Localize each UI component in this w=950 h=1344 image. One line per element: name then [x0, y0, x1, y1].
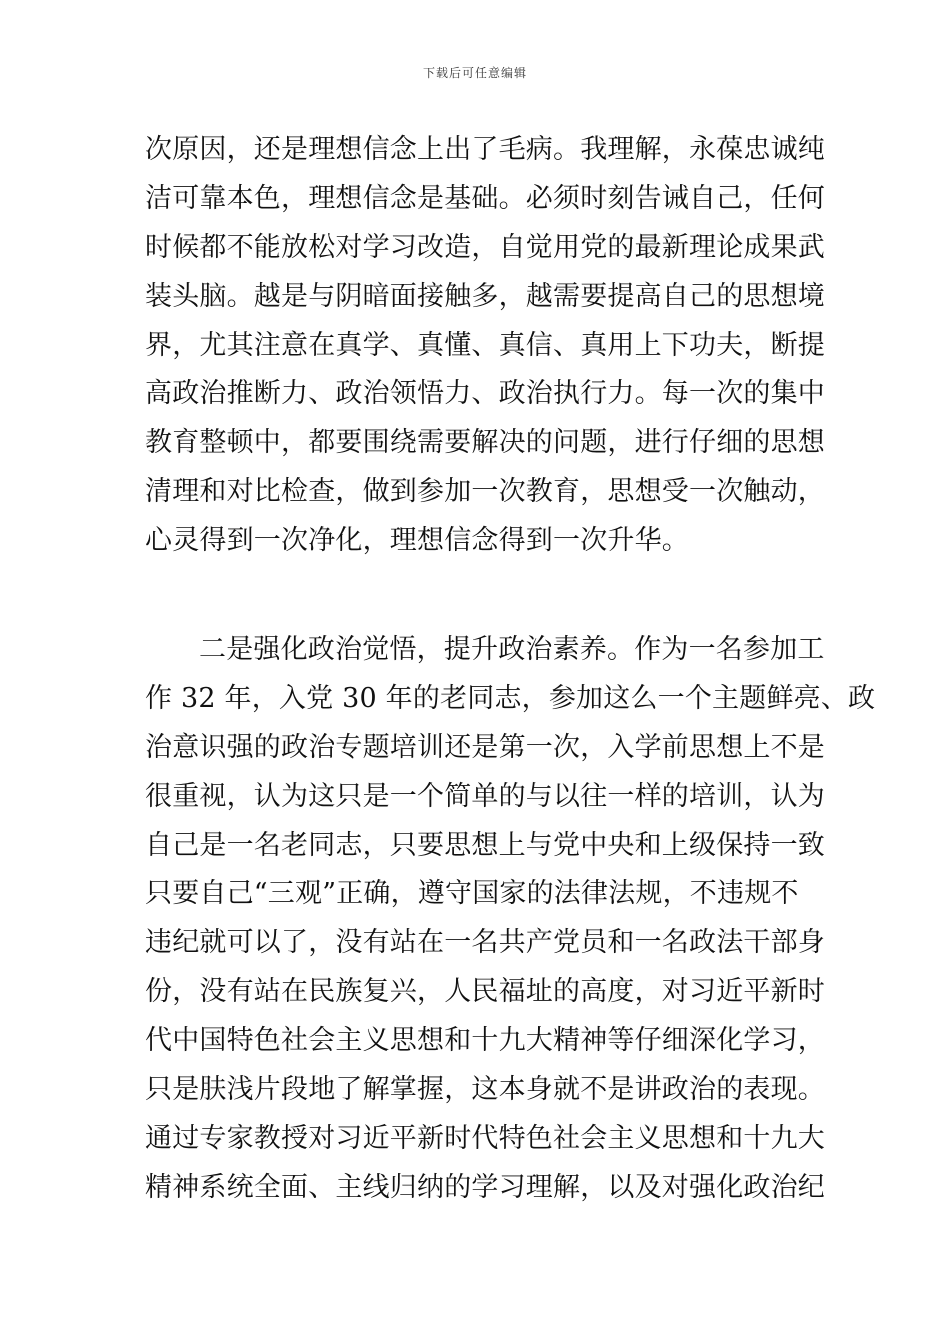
text-line: 作 32 年，入党 30 年的老同志，参加这么一个主题鲜亮、政	[145, 682, 876, 714]
text-line: 装头脑。越是与阴暗面接触多，越需要提高自己的思想境	[145, 280, 825, 312]
text-line: 违纪就可以了，没有站在一名共产党员和一名政法干部身	[145, 927, 825, 959]
text-line: 精神系统全面、主线归纳的学习理解，以及对强化政治纪	[145, 1171, 825, 1203]
paragraph-2	[145, 626, 876, 1213]
text-line: 通过专家教授对习近平新时代特色社会主义思想和十九大	[145, 1122, 825, 1154]
text-line: 代中国特色社会主义思想和十九大精神等仔细深化学习，	[145, 1025, 825, 1057]
text-line: 治意识强的政治专题培训还是第一次，入学前思想上不是	[145, 731, 825, 763]
paragraph-1	[145, 126, 825, 566]
text-line-first: 二是强化政治觉悟，提升政治素养。作为一名参加工	[199, 634, 825, 665]
text-line: 只要自己“三观”正确，遵守国家的法律法规，不违规不	[145, 878, 799, 910]
text-line: 清理和对比检查，做到参加一次教育，思想受一次触动，	[145, 476, 825, 508]
text-line: 高政治推断力、政治领悟力、政治执行力。每一次的集中	[145, 378, 825, 410]
text-line: 很重视，认为这只是一个简单的与以往一样的培训，认为	[145, 780, 825, 812]
text-line: 自己是一名老同志，只要思想上与党中央和上级保持一致	[145, 829, 825, 861]
text-line: 时候都不能放松对学习改造，自觉用党的最新理论成果武	[145, 231, 825, 263]
text-line: 心灵得到一次净化，理想信念得到一次升华。	[145, 525, 689, 557]
page-header: 下载后可任意编辑	[422, 66, 527, 80]
text-line: 界，尤其注意在真学、真懂、真信、真用上下功夫，断提	[145, 329, 825, 361]
text-line: 份，没有站在民族复兴，人民福址的高度，对习近平新时	[145, 976, 825, 1008]
text-line: 只是肤浅片段地了解掌握，这本身就不是讲政治的表现。	[145, 1074, 825, 1106]
text-line: 洁可靠本色，理想信念是基础。必须时刻告诫自己，任何	[145, 182, 825, 214]
text-line: 教育整顿中，都要围绕需要解决的问题，进行仔细的思想	[145, 427, 825, 459]
text-line: 次原因，还是理想信念上出了毛病。我理解，永葆忠诚纯	[145, 134, 825, 165]
